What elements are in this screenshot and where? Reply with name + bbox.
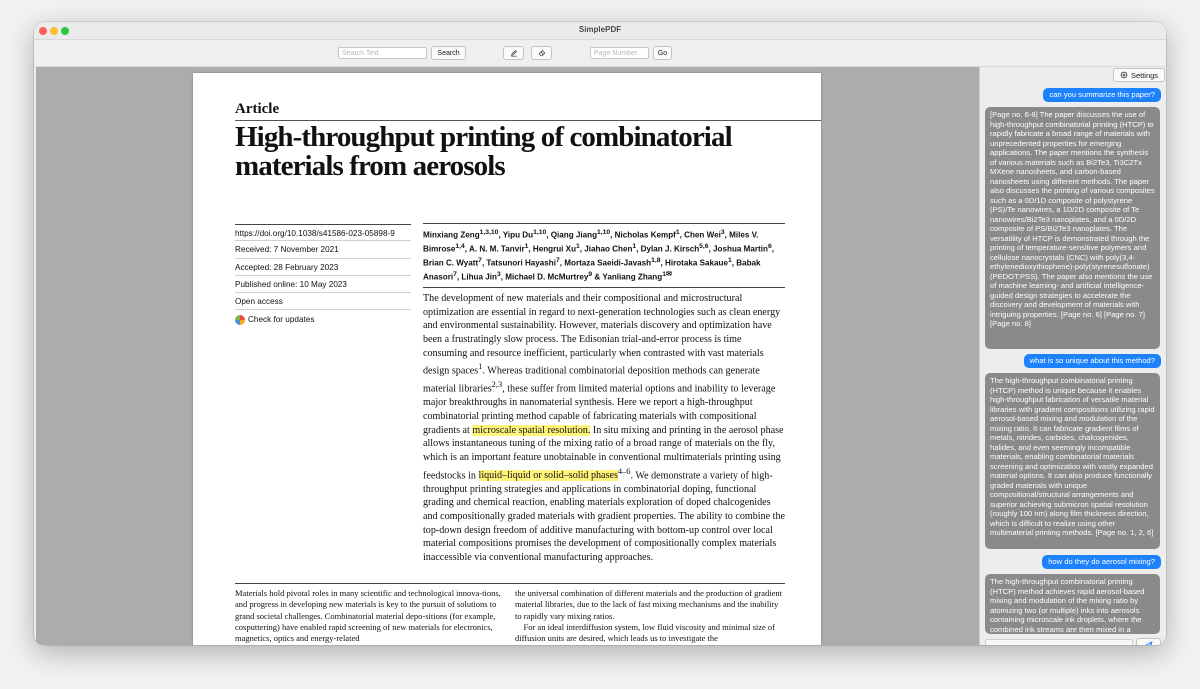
window-title: SimplePDF <box>578 25 622 34</box>
title-bar <box>34 22 1166 40</box>
check-updates-link[interactable] <box>235 310 411 327</box>
toolbar <box>34 40 1166 67</box>
send-icon <box>1144 641 1153 645</box>
check-updates-icon <box>235 315 245 325</box>
chat-message-user: can you summarize this paper? <box>1043 88 1161 102</box>
accepted-date: Accepted: 28 February 2023 <box>235 259 411 276</box>
pdf-page <box>193 73 821 645</box>
chat-message-user: what is so unique about this method? <box>1024 354 1161 368</box>
chat-message-assistant: The high-throughput combinatorial printing (HTCP) method is unique because it enables high-throughput fabrication of versatile material libraries with gradient compositions utilizing rapid aerosol-based mixing and modulation of the mixing ratio. It can fabricate gradient films of metals, nitrides, carbides, chalcogenides, halides, and even seemingly incompatible materials, enabling combinatorial materials screening and optimization with vastly expanded material options. It can also produce functionally graded materials with unique compositional/structural arrangements and superior achieving submicron spatial resolution (roughly 100 nm) along film thickness direction, which is difficult to realize using other multimaterial printing methods. [Page no. 1, 2, 6] <box>985 373 1160 549</box>
chat-message-assistant: [Page no. 6-8] The paper discusses the use of high-throughput combinatorial printing (HTCP) to rapidly fabricate a broad range of materials with unprecedented properties for emerging applications. The paper mentions the synthesis of various materials such as Bi2Te3, Ti3C2Tx MXene nanosheets, and carbon-based nanosheets using different methods. The paper also discusses the printing of various composites such as a 0D/1D composite of polystyrene (PS)/Te nanowires, a 1D/2D composite of Te nanowires/Bi2Te3 nanoplates, and a 0D/2D composite of PS/Bi2Te3 nanoplates. The versatility of HTCP is demonstrated through the printing of temperature-sensitive polymers and cellulose nanocrystals (CNC) with poly(3,4-ethylenedioxythiophene)-poly(styrenesulfonate) (PEDOT:PSS). The paper also mentions the use of machine learning- and artificial intelligence-guided design strategies to accelerate the discovery and development of materials with intriguing properties. [Page no. 6] [Page no. 7] [Page no. 8] <box>985 107 1160 349</box>
published-date: Published online: 10 May 2023 <box>235 276 411 293</box>
chat-message-user: how do they do aerosol mixing? <box>1042 555 1161 569</box>
pdf-viewer[interactable] <box>36 67 979 645</box>
eraser-tool-button[interactable] <box>531 46 552 60</box>
author-list: Minxiang Zeng$^{1,3,10}$, Yipu Du$^{1,10}$, Qiang Jiang$^{1,10}$, Nicholas Kempf$^1$, Chen Wei$^3$, Miles V. Bimrose$^{1,4}$, A. N. M. Tanvir$^1$, Hengrui Xu$^1$, Jiahao Chen$^1$, Dylan J. Kirsch$^{5,6}$, Joshua Martin$^6$, Brian C. Wyatt$^7$, Tatsunori Hayashi$^7$, Mortaza Saeidi-Javash$^{1,8}$, Hirotaka Sakaue$^1$, Babak Anasori$^7$, Lihua Jin$^3$, Michael D. McMurtrey$^9$ & Yanliang Zhang$^{1✉}$ <box>423 223 785 283</box>
pen-icon <box>510 49 518 57</box>
gear-icon <box>1120 71 1128 79</box>
search-input[interactable] <box>338 47 427 59</box>
article-metadata <box>235 224 411 328</box>
body-column-right: the universal combination of different materials and the production of gradient material libraries, due to the lack of fast mixing mechanisms and the inability to rapidly vary mixing ratios. For an ideal interdiffusion system, low fluid viscosity and minimal size of diffusion units are desired, which leads us to investigate the <box>515 588 783 644</box>
authors-rule <box>423 287 785 288</box>
search-button[interactable]: Search <box>431 46 466 60</box>
chat-message-assistant: The high-throughput combinatorial printing (HTCP) method achieves rapid aerosol-based mixing and modulation of the mixing ratio by atomizing two (or multiple) inks into aerosols containing microscale ink droplets, where the combined ink streams are then mixed in a <box>985 574 1160 634</box>
settings-button[interactable] <box>1113 68 1165 82</box>
doi-text: https://doi.org/10.1038/s41586-023-05898-9 <box>235 228 395 238</box>
article-title: High-throughput printing of combinatorial materials from aerosols <box>235 121 732 182</box>
go-button[interactable]: Go <box>653 46 672 60</box>
check-updates-text: Check for updates <box>248 315 315 325</box>
body-column-left: Materials hold pivotal roles in many scientific and technological innova-tions, and progress in developing new materials is key to the pursuit of solutions to grand societal challenges. Combinatorial material depo-sitions (for example, cosputtering) have enabled rapid screening of new materials for electronics, magnetics, optics and energy-related <box>235 588 501 644</box>
app-window <box>34 22 1166 645</box>
send-button[interactable] <box>1136 638 1161 645</box>
settings-label: Settings <box>1130 70 1159 80</box>
page-number-input[interactable] <box>590 47 649 59</box>
abstract-text: The development of new materials and their compositional and microstructural optimization are essential in regard to next-generation technologies such as clean energy and environmental sustainability. However, materials discovery and optimization have been a frustratingly slow process. The Edisonian trial-and-error process is time consuming and resource inefficient, particularly when contrasted with vast materials design spaces$^1$. Whereas traditional combinatorial deposition methods can generate material libraries$^{2,3}$, these suffer from limited material options and inability to leverage major breakthroughs in nanomaterial synthesis. Here we report a high-throughput combinatorial printing method capable of fabricating materials with compositional gradients at microscale spatial resolution. In situ mixing and printing in the aerosol phase allows instantaneous tuning of the mixing ratio of a broad range of materials on the fly, which is an important feature unobtainable in conventional multimaterials printing using feedstocks in liquid–liquid or solid–solid phases$^{4-6}$. We demonstrate a variety of high-throughput printing strategies and applications in combinatorial doping, functional grading and chemical reaction, enabling materials exploration of doped chalcogenides and compositionally graded materials with gradient properties. The ability to combine the top-down design freedom of additive manufacturing with bottom-up control over local material compositions promises the development of compositionally complex materials inaccessible via conventional manufacturing approaches. <box>423 293 785 563</box>
chat-input-field <box>985 639 1133 645</box>
article-label: Article <box>235 101 280 117</box>
chat-panel <box>979 67 1166 645</box>
body-rule <box>235 583 785 584</box>
received-date: Received: 7 November 2021 <box>235 241 411 258</box>
eraser-icon <box>538 49 546 57</box>
pen-tool-button[interactable] <box>503 46 524 60</box>
doi-link[interactable] <box>235 224 411 241</box>
open-access-label: Open access <box>235 293 411 310</box>
